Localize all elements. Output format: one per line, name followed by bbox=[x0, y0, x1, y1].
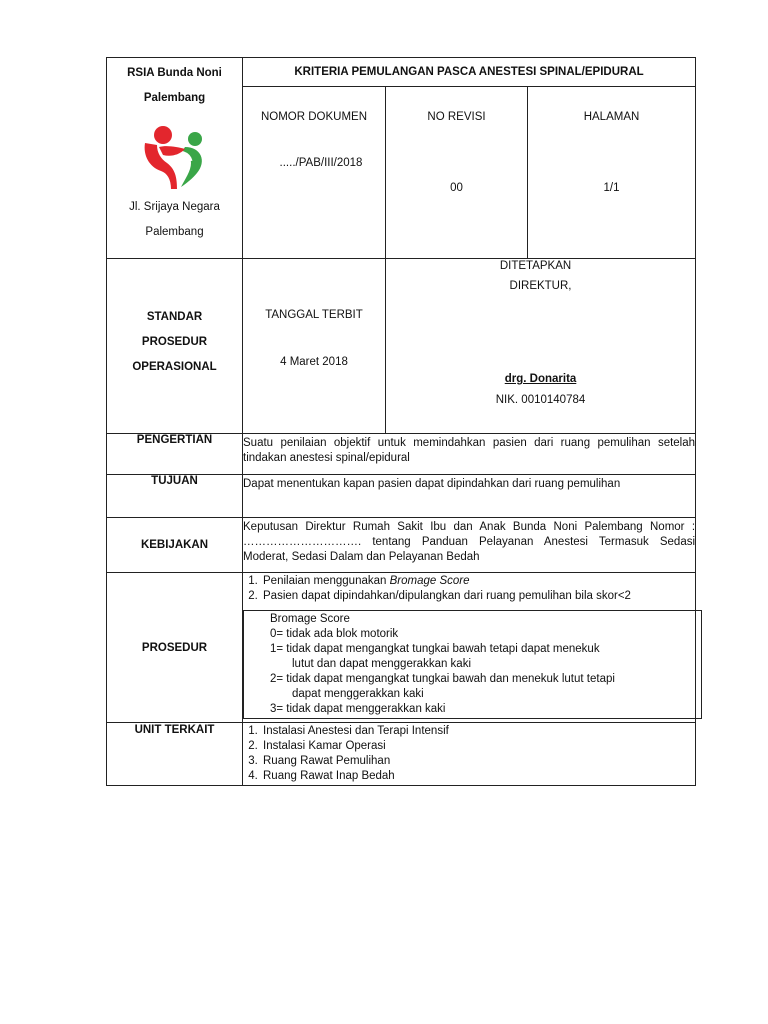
unit-item: 2. Instalasi Kamar Operasi bbox=[261, 739, 695, 754]
approved-label: DITETAPKAN bbox=[499, 260, 572, 272]
sop-label-line1: STANDAR bbox=[146, 311, 203, 323]
bromage-score-box bbox=[243, 610, 702, 719]
page-label: HALAMAN bbox=[583, 111, 640, 123]
unit-item: 3. Ruang Rawat Pemulihan bbox=[261, 754, 695, 769]
sop-label-line2: PROSEDUR bbox=[141, 336, 208, 348]
revision-label: NO REVISI bbox=[427, 111, 486, 123]
prosedur-list bbox=[243, 574, 695, 604]
prosedur-item: 2. Pasien dapat dipindahkan/dipulangkan dari ruang pemulihan bila skor<2 bbox=[261, 589, 695, 604]
doc-number-cell bbox=[243, 87, 386, 259]
document-title: KRITERIA PEMULANGAN PASCA ANESTESI SPINAL/EPIDURAL bbox=[243, 58, 696, 87]
bromage-item-2-line2: dapat menggerakkan kaki bbox=[292, 688, 424, 700]
bromage-item-2-line1: 2= tidak dapat mengangkat tungkai bawah dan menekuk lutut tetapi bbox=[270, 673, 615, 685]
bromage-item-1-line1: 1= tidak dapat mengangkat tungkai bawah tetapi dapat menekuk bbox=[270, 643, 600, 655]
bromage-item-3: 3= tidak dapat menggerakkan kaki bbox=[270, 703, 446, 715]
doc-number-value: ...../PAB/III/2018 bbox=[279, 157, 363, 169]
prosedur-item1-italic: Bromage Score bbox=[389, 575, 470, 587]
address-line1: Jl. Srijaya Negara bbox=[129, 201, 220, 213]
kebijakan-text: Keputusan Direktur Rumah Sakit Ibu dan Anak Bunda Noni Palembang Nomor : …………………………. tentang Panduan Pelayanan Anestesi Termasuk Sedasi Moderat, Sedasi Dalam dan Pelayanan Bedah bbox=[243, 518, 696, 573]
kebijakan-label: KEBIJAKAN bbox=[107, 518, 243, 573]
issue-date-cell bbox=[243, 259, 386, 434]
hospital-info-cell bbox=[107, 58, 243, 259]
tujuan-label: TUJUAN bbox=[107, 475, 243, 518]
unit-terkait-cell bbox=[243, 723, 696, 786]
pengertian-text: Suatu penilaian objektif untuk memindahkan pasien dari ruang pemulihan setelah tindakan anestesi spinal/epidural bbox=[243, 434, 696, 475]
unit-terkait-list bbox=[243, 724, 695, 784]
director-name: drg. Donarita bbox=[504, 373, 577, 385]
page-cell bbox=[528, 87, 696, 259]
director-nik: NIK. 0010140784 bbox=[495, 394, 586, 406]
page-value: 1/1 bbox=[603, 182, 620, 194]
prosedur-label: PROSEDUR bbox=[107, 573, 243, 723]
bromage-title: Bromage Score bbox=[270, 613, 350, 625]
prosedur-item bbox=[261, 574, 695, 589]
sop-label-line3: OPERASIONAL bbox=[132, 361, 217, 373]
prosedur-item1-text: Penilaian menggunakan bbox=[263, 575, 390, 587]
unit-item: 4. Ruang Rawat Inap Bedah bbox=[261, 769, 695, 784]
approval-cell bbox=[386, 259, 696, 434]
hospital-name-line1: RSIA Bunda Noni bbox=[127, 67, 222, 79]
prosedur-cell bbox=[243, 573, 696, 723]
hospital-logo-icon bbox=[141, 125, 209, 191]
director-label: DIREKTUR, bbox=[509, 280, 572, 292]
sop-label-cell bbox=[107, 259, 243, 434]
revision-value: 00 bbox=[450, 182, 463, 194]
revision-cell bbox=[386, 87, 528, 259]
unit-terkait-label: UNIT TERKAIT bbox=[107, 723, 243, 786]
unit-item: 1. Instalasi Anestesi dan Terapi Intensif bbox=[261, 724, 695, 739]
bromage-item-1-line2: lutut dan dapat menggerakkan kaki bbox=[292, 658, 472, 670]
issue-date-value: 4 Maret 2018 bbox=[280, 356, 348, 368]
tujuan-text: Dapat menentukan kapan pasien dapat dipindahkan dari ruang pemulihan bbox=[243, 475, 696, 518]
pengertian-label: PENGERTIAN bbox=[107, 434, 243, 475]
issue-date-label: TANGGAL TERBIT bbox=[265, 309, 363, 321]
sop-document-table bbox=[106, 57, 696, 786]
doc-number-label: NOMOR DOKUMEN bbox=[260, 111, 368, 123]
bromage-item-0: 0= tidak ada blok motorik bbox=[270, 628, 399, 640]
address-line2: Palembang bbox=[145, 226, 204, 238]
hospital-name-line2: Palembang bbox=[143, 92, 206, 104]
